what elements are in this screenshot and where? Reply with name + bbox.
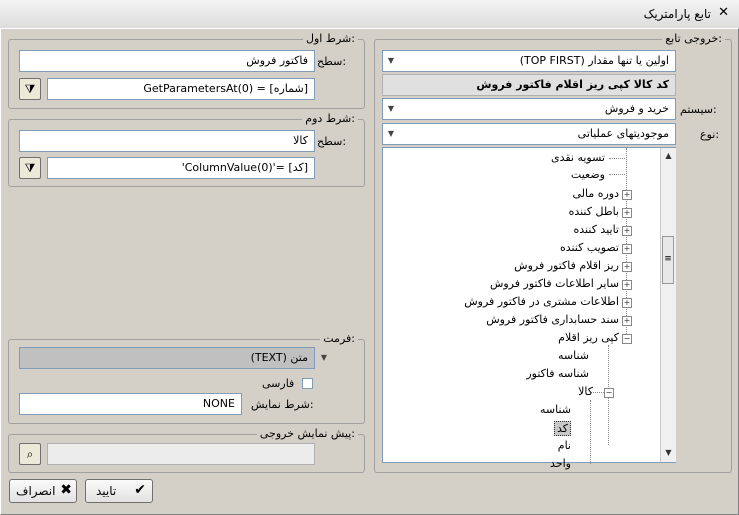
path-display-text: کد کالا کپی ریز اقلام فاکتور فروش bbox=[476, 78, 669, 91]
chevron-down-icon[interactable]: ▼ bbox=[387, 56, 395, 65]
tree-item[interactable]: سند حسابداری فاکتور فروش bbox=[486, 313, 619, 326]
system-value: خرید و فروش bbox=[604, 102, 669, 115]
chevron-down-icon[interactable]: ▼ bbox=[387, 129, 395, 138]
tree-item[interactable]: سایر اطلاعات فاکتور فروش bbox=[489, 277, 619, 290]
tree-item-selected[interactable]: کد bbox=[554, 421, 571, 436]
cond2-legend: شرط دوم: bbox=[302, 112, 358, 125]
cond2-expression-text: 'ColumnValue(0)'= [کد] bbox=[181, 161, 308, 174]
tree-item[interactable]: کپی ریز اقلام bbox=[558, 331, 619, 344]
type-combo[interactable] bbox=[382, 123, 676, 145]
preview-legend: پیش نمایش خروجی: bbox=[257, 427, 358, 440]
ok-button[interactable] bbox=[85, 479, 153, 503]
expand-icon[interactable]: + bbox=[623, 244, 631, 253]
tree-item[interactable]: وضعیت bbox=[570, 168, 605, 181]
tree-item[interactable]: کالا bbox=[578, 385, 593, 398]
expand-icon[interactable]: + bbox=[623, 208, 631, 217]
title-bar bbox=[0, 0, 739, 29]
tree-item[interactable]: تصویب کننده bbox=[559, 241, 619, 254]
cond1-legend: شرط اول: bbox=[303, 32, 358, 45]
preview-search-icon[interactable]: ⌕ bbox=[19, 443, 41, 465]
type-value: موجودیتهای عملیاتی bbox=[577, 127, 669, 140]
chevron-down-icon[interactable]: ▼ bbox=[387, 104, 395, 113]
filter-icon[interactable]: ⧩ bbox=[19, 157, 41, 179]
path-display bbox=[382, 74, 676, 96]
close-icon: ✖ bbox=[60, 482, 72, 498]
cond2-level-combo[interactable] bbox=[19, 130, 315, 152]
tree-scrollbar[interactable] bbox=[660, 148, 676, 462]
expand-icon[interactable]: + bbox=[623, 298, 631, 307]
collapse-icon[interactable]: − bbox=[623, 334, 631, 343]
cond1-level-label: سطح: bbox=[317, 55, 347, 68]
farsi-checkbox[interactable] bbox=[302, 378, 313, 389]
ok-label: تایید bbox=[96, 484, 117, 498]
tree-item[interactable]: باطل کننده bbox=[568, 205, 619, 218]
check-icon: ✔ bbox=[134, 482, 146, 498]
format-legend: فرمت: bbox=[320, 332, 358, 345]
filter-icon[interactable]: ⧩ bbox=[19, 78, 41, 100]
format-type-value: متن (TEXT) bbox=[250, 351, 308, 364]
display-cond-value: NONE bbox=[202, 397, 235, 410]
tree-item[interactable]: تسویه نقدی bbox=[550, 151, 605, 164]
tree-item[interactable]: دوره مالی bbox=[572, 187, 619, 200]
tree-item[interactable]: اطلاعات مشتری در فاکتور فروش bbox=[464, 295, 619, 308]
entity-tree[interactable] bbox=[382, 147, 676, 470]
expand-icon[interactable]: + bbox=[623, 190, 631, 199]
cond1-expression-text: GetParametersAt(0) = [شماره] bbox=[143, 82, 308, 95]
scroll-thumb[interactable]: ≡ bbox=[662, 236, 674, 284]
display-cond-field[interactable] bbox=[19, 393, 242, 415]
cancel-button[interactable] bbox=[9, 479, 77, 503]
top-first-value: اولین یا تنها مقدار (TOP FIRST) bbox=[519, 54, 669, 67]
display-cond-label: شرط نمایش: bbox=[251, 398, 314, 411]
cond2-level-label: سطح: bbox=[317, 135, 347, 148]
system-label: سیستم: bbox=[680, 103, 717, 116]
farsi-label: فارسی bbox=[262, 377, 295, 390]
window-title: تابع پارامتریک bbox=[643, 7, 711, 21]
chevron-down-icon[interactable]: ▼ bbox=[320, 353, 328, 362]
tree-item[interactable]: نام bbox=[557, 439, 571, 452]
expand-icon[interactable]: + bbox=[623, 316, 631, 325]
cond1-level-value: فاکتور فروش bbox=[246, 54, 308, 67]
scroll-down-icon[interactable]: ▼ bbox=[665, 448, 672, 457]
expand-icon[interactable]: + bbox=[623, 280, 631, 289]
cond2-expression[interactable] bbox=[47, 157, 315, 179]
tree-item[interactable]: شناسه bbox=[539, 403, 571, 416]
tree-item[interactable]: واحد bbox=[550, 457, 571, 470]
expand-icon[interactable]: + bbox=[623, 262, 631, 271]
cond2-level-value: کالا bbox=[293, 134, 308, 147]
collapse-icon[interactable]: − bbox=[605, 388, 613, 397]
tree-item[interactable]: تایید کننده bbox=[573, 223, 619, 236]
tree-item[interactable]: ریز اقلام فاکتور فروش bbox=[514, 259, 619, 272]
output-group-legend: خروجی تابع: bbox=[662, 32, 725, 45]
system-combo[interactable] bbox=[382, 98, 676, 120]
tree-item[interactable]: شناسه فاکتور bbox=[526, 367, 589, 380]
top-first-combo[interactable] bbox=[382, 50, 676, 72]
cond1-expression[interactable] bbox=[47, 78, 315, 100]
format-type-combo[interactable] bbox=[19, 347, 328, 369]
expand-icon[interactable]: + bbox=[623, 226, 631, 235]
preview-output bbox=[47, 443, 315, 465]
type-label: نوع: bbox=[700, 128, 720, 141]
scroll-up-icon[interactable]: ▲ bbox=[665, 151, 672, 160]
tree-item[interactable]: شناسه bbox=[557, 349, 589, 362]
cancel-label: انصراف bbox=[16, 484, 56, 498]
cond1-level-combo[interactable] bbox=[19, 50, 315, 72]
close-icon[interactable]: ✕ bbox=[718, 5, 729, 20]
